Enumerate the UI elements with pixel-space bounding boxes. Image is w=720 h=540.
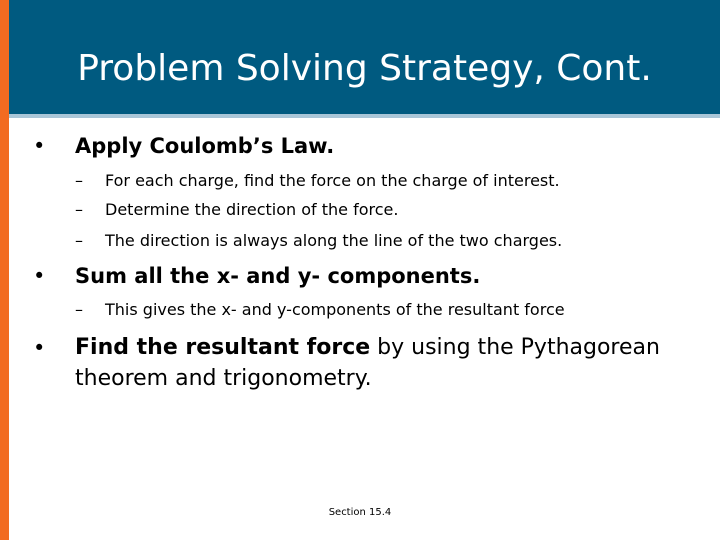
sub-bullet-2-1-text: This gives the x- and y-components of the resultant force xyxy=(105,300,565,319)
bullet-1-text: Apply Coulomb’s Law. xyxy=(75,134,335,158)
bullet-1-mark: • xyxy=(33,134,46,158)
left-accent-stripe xyxy=(0,0,9,540)
slide-title: Problem Solving Strategy, Cont. xyxy=(77,48,652,89)
sub-bullet-1-2-text: Determine the direction of the force. xyxy=(105,200,399,219)
title-bar xyxy=(9,0,720,118)
bullet-3-rest-text: by using the Pythagorean xyxy=(370,335,660,360)
sub-bullet-1-1-mark: – xyxy=(75,171,83,190)
bullet-3-bold-text: Find the resultant force xyxy=(75,335,371,360)
bullet-3-line-2: theorem and trigonometry. xyxy=(75,366,372,391)
sub-bullet-1-1-text: For each charge, find the force on the charge of interest. xyxy=(105,171,560,190)
bullet-2-mark: • xyxy=(33,264,46,288)
bullet-2-text: Sum all the x- and y- components. xyxy=(75,264,481,288)
sub-bullet-1-3-text: The direction is always along the line of the two charges. xyxy=(105,231,563,250)
bullet-3-line-1 xyxy=(75,334,660,362)
slide-footer-section: Section 15.4 xyxy=(328,507,392,518)
sub-bullet-1-3-mark: – xyxy=(75,231,83,250)
bullet-3-mark: • xyxy=(33,336,46,360)
sub-bullet-2-1-mark: – xyxy=(75,300,83,319)
sub-bullet-1-2-mark: – xyxy=(75,200,83,219)
